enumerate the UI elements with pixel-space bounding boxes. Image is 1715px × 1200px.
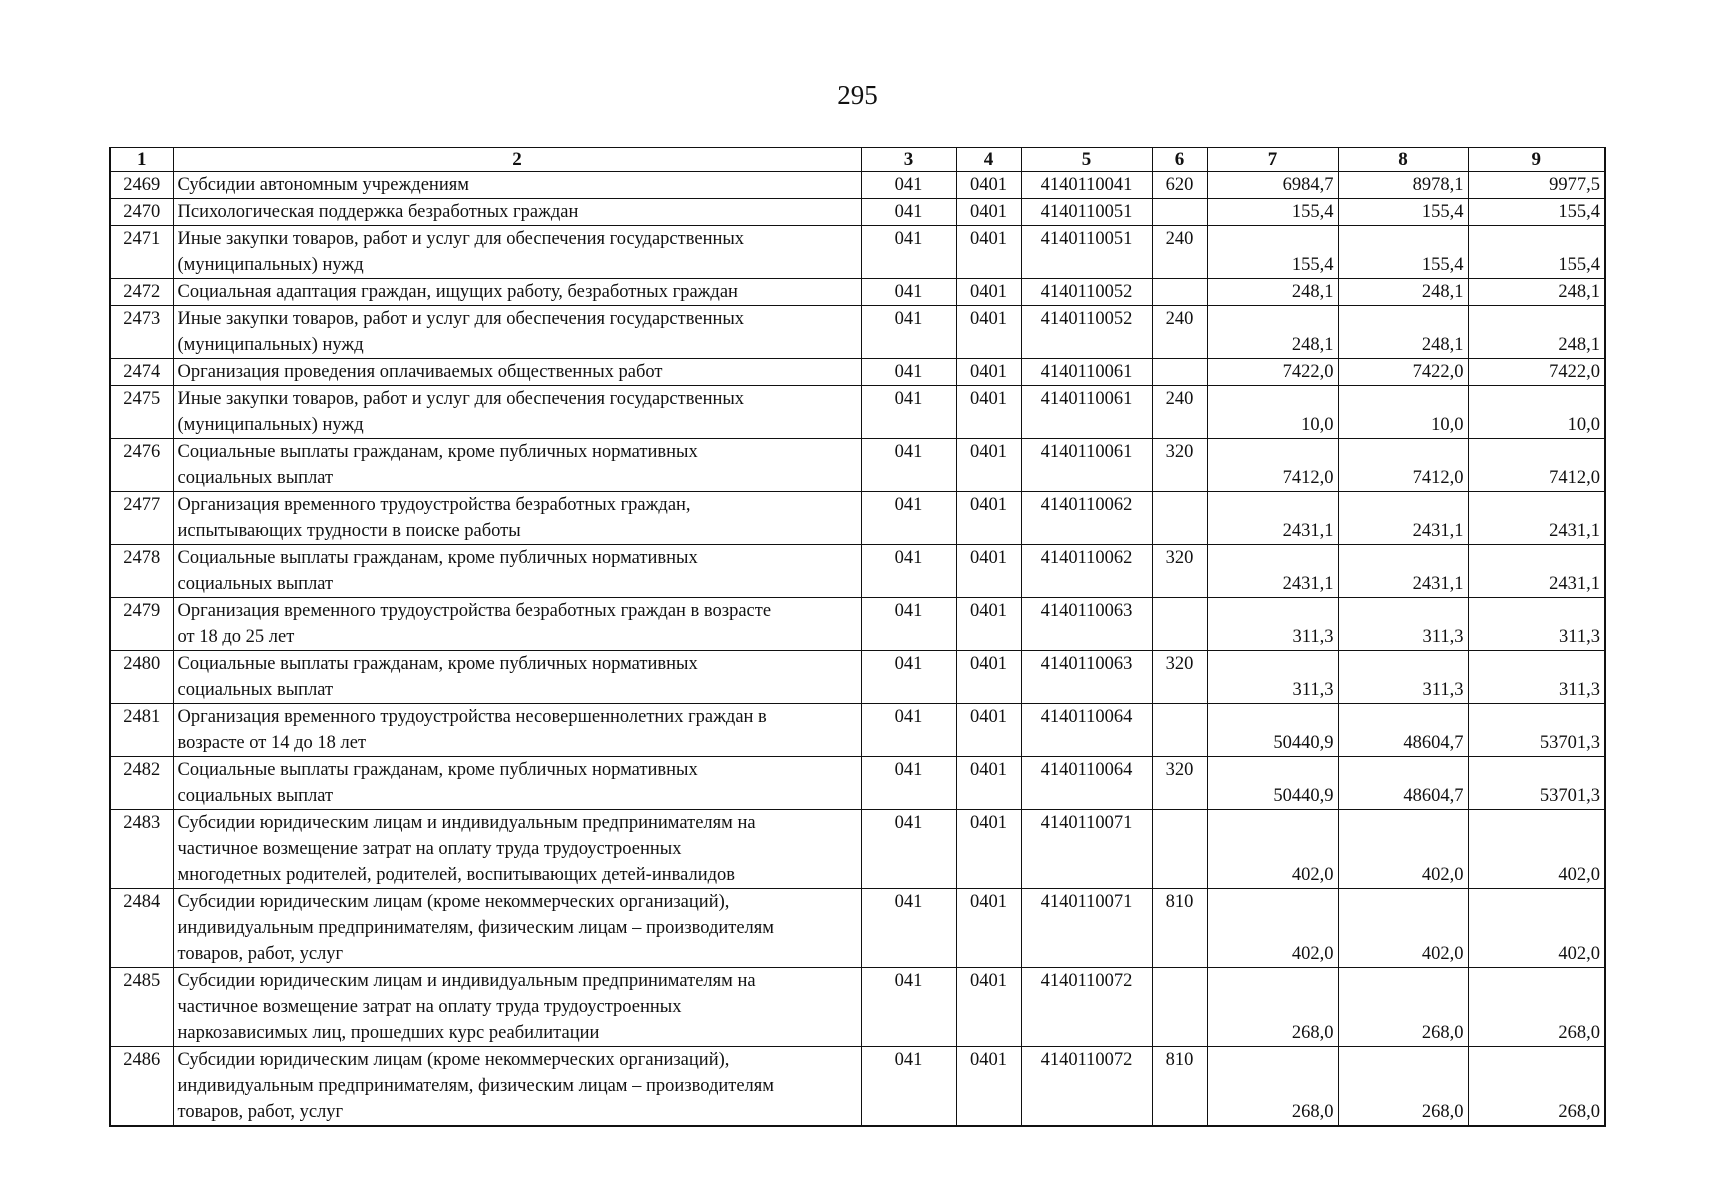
row-number: 2473: [110, 306, 173, 359]
table-row: [110, 757, 1605, 810]
row-number: 2474: [110, 359, 173, 386]
item-name-cell: [173, 386, 861, 439]
amount-col8: 268,0: [1338, 968, 1468, 1047]
row-number: 2486: [110, 1047, 173, 1127]
amount-col8: 248,1: [1338, 306, 1468, 359]
item-name-cell: [173, 810, 861, 889]
section-code: 0401: [956, 810, 1021, 889]
item-name-line: Социальные выплаты гражданам, кроме публичных нормативных: [177, 654, 698, 674]
ministry-code: 041: [861, 359, 956, 386]
table-row: [110, 968, 1605, 1047]
budget-table: [109, 147, 1606, 1127]
amount-col8: 155,4: [1338, 199, 1468, 226]
expense-type-code: [1152, 492, 1207, 545]
amount-col9: 155,4: [1468, 226, 1605, 279]
section-code: 0401: [956, 545, 1021, 598]
item-name-line: социальных выплат: [177, 468, 334, 488]
section-code: 0401: [956, 704, 1021, 757]
expense-type-code: 620: [1152, 172, 1207, 199]
item-name-cell: [173, 545, 861, 598]
item-name-line: индивидуальным предпринимателям, физическим лицам – производителям: [177, 1076, 775, 1096]
item-name-cell: [173, 492, 861, 545]
amount-col8: 10,0: [1338, 386, 1468, 439]
expense-type-code: 240: [1152, 306, 1207, 359]
amount-col7: 248,1: [1207, 306, 1338, 359]
ministry-code: 041: [861, 199, 956, 226]
target-article-code: 4140110063: [1021, 598, 1152, 651]
amount-col9: 402,0: [1468, 889, 1605, 968]
expense-type-code: [1152, 598, 1207, 651]
amount-col8: 268,0: [1338, 1047, 1468, 1127]
amount-col8: 402,0: [1338, 889, 1468, 968]
item-name-line: возрасте от 14 до 18 лет: [177, 733, 367, 753]
ministry-code: 041: [861, 172, 956, 199]
amount-col7: 402,0: [1207, 889, 1338, 968]
ministry-code: 041: [861, 889, 956, 968]
table-row: [110, 492, 1605, 545]
table-row: [110, 199, 1605, 226]
row-number: 2483: [110, 810, 173, 889]
item-name-line: индивидуальным предпринимателям, физическим лицам – производителям: [177, 918, 775, 938]
item-name-line: Субсидии юридическим лицам и индивидуальным предпринимателям на: [177, 971, 756, 991]
target-article-code: 4140110072: [1021, 1047, 1152, 1127]
amount-col8: 8978,1: [1338, 172, 1468, 199]
item-name-line: социальных выплат: [177, 786, 334, 806]
item-name-line: Иные закупки товаров, работ и услуг для обеспечения государственных: [177, 309, 745, 329]
row-number: 2484: [110, 889, 173, 968]
row-number: 2476: [110, 439, 173, 492]
ministry-code: 041: [861, 651, 956, 704]
header-cell: 7: [1207, 148, 1338, 172]
section-code: 0401: [956, 598, 1021, 651]
ministry-code: 041: [861, 545, 956, 598]
table-row: [110, 810, 1605, 889]
item-name-line: испытывающих трудности в поиске работы: [177, 521, 521, 541]
amount-col7: 268,0: [1207, 1047, 1338, 1127]
expense-type-code: [1152, 968, 1207, 1047]
amount-col7: 155,4: [1207, 226, 1338, 279]
amount-col9: 311,3: [1468, 598, 1605, 651]
item-name-cell: [173, 226, 861, 279]
page-number: 295: [837, 80, 878, 110]
table-row: [110, 1047, 1605, 1127]
section-code: 0401: [956, 199, 1021, 226]
ministry-code: 041: [861, 306, 956, 359]
item-name-line: (муниципальных) нужд: [177, 255, 364, 275]
item-name-cell: [173, 306, 861, 359]
amount-col7: 248,1: [1207, 279, 1338, 306]
table-row: [110, 439, 1605, 492]
section-code: 0401: [956, 279, 1021, 306]
row-number: 2481: [110, 704, 173, 757]
header-cell: 8: [1338, 148, 1468, 172]
amount-col9: 2431,1: [1468, 492, 1605, 545]
target-article-code: 4140110062: [1021, 545, 1152, 598]
header-row: [110, 148, 1605, 172]
amount-col9: 155,4: [1468, 199, 1605, 226]
item-name-line: от 18 до 25 лет: [177, 627, 295, 647]
table-row: [110, 545, 1605, 598]
amount-col7: 50440,9: [1207, 757, 1338, 810]
target-article-code: 4140110041: [1021, 172, 1152, 199]
section-code: 0401: [956, 1047, 1021, 1127]
row-number: 2482: [110, 757, 173, 810]
row-number: 2471: [110, 226, 173, 279]
target-article-code: 4140110064: [1021, 704, 1152, 757]
table-row: [110, 279, 1605, 306]
expense-type-code: [1152, 359, 1207, 386]
amount-col8: 311,3: [1338, 598, 1468, 651]
ministry-code: 041: [861, 279, 956, 306]
amount-col7: 7412,0: [1207, 439, 1338, 492]
ministry-code: 041: [861, 386, 956, 439]
ministry-code: 041: [861, 1047, 956, 1127]
table-row: [110, 598, 1605, 651]
amount-col9: 268,0: [1468, 1047, 1605, 1127]
item-name-line: Социальные выплаты гражданам, кроме публичных нормативных: [177, 760, 698, 780]
amount-col7: 155,4: [1207, 199, 1338, 226]
table-row: [110, 359, 1605, 386]
amount-col7: 10,0: [1207, 386, 1338, 439]
row-number: 2469: [110, 172, 173, 199]
amount-col9: 7422,0: [1468, 359, 1605, 386]
item-name-cell: [173, 172, 861, 199]
item-name-cell: [173, 968, 861, 1047]
table-body: [110, 172, 1605, 1127]
amount-col9: 7412,0: [1468, 439, 1605, 492]
expense-type-code: 240: [1152, 226, 1207, 279]
expense-type-code: 240: [1152, 386, 1207, 439]
ministry-code: 041: [861, 704, 956, 757]
expense-type-code: [1152, 199, 1207, 226]
expense-type-code: 320: [1152, 439, 1207, 492]
item-name-line: Психологическая поддержка безработных граждан: [177, 202, 579, 222]
amount-col8: 48604,7: [1338, 704, 1468, 757]
target-article-code: 4140110064: [1021, 757, 1152, 810]
header-cell: 3: [861, 148, 956, 172]
item-name-cell: [173, 439, 861, 492]
section-code: 0401: [956, 386, 1021, 439]
amount-col8: 7412,0: [1338, 439, 1468, 492]
target-article-code: 4140110072: [1021, 968, 1152, 1047]
table-row: [110, 651, 1605, 704]
item-name-line: многодетных родителей, родителей, воспитывающих детей-инвалидов: [177, 865, 736, 885]
target-article-code: 4140110051: [1021, 226, 1152, 279]
item-name-line: социальных выплат: [177, 680, 334, 700]
ministry-code: 041: [861, 968, 956, 1047]
ministry-code: 041: [861, 439, 956, 492]
amount-col9: 2431,1: [1468, 545, 1605, 598]
table-row: [110, 172, 1605, 199]
section-code: 0401: [956, 968, 1021, 1047]
item-name-line: Организация проведения оплачиваемых общественных работ: [177, 362, 663, 382]
amount-col9: 53701,3: [1468, 704, 1605, 757]
target-article-code: 4140110063: [1021, 651, 1152, 704]
target-article-code: 4140110052: [1021, 306, 1152, 359]
item-name-line: Субсидии автономным учреждениям: [177, 175, 469, 195]
amount-col9: 248,1: [1468, 306, 1605, 359]
item-name-line: Субсидии юридическим лицам (кроме некоммерческих организаций),: [177, 892, 730, 912]
row-number: 2472: [110, 279, 173, 306]
item-name-line: (муниципальных) нужд: [177, 335, 364, 355]
amount-col8: 402,0: [1338, 810, 1468, 889]
item-name-line: Социальные выплаты гражданам, кроме публичных нормативных: [177, 548, 698, 568]
item-name-line: Социальная адаптация граждан, ищущих работу, безработных граждан: [177, 282, 738, 302]
amount-col9: 248,1: [1468, 279, 1605, 306]
item-name-cell: [173, 1047, 861, 1127]
target-article-code: 4140110052: [1021, 279, 1152, 306]
item-name-cell: [173, 704, 861, 757]
expense-type-code: [1152, 704, 1207, 757]
table-row: [110, 386, 1605, 439]
amount-col7: 2431,1: [1207, 545, 1338, 598]
amount-col8: 2431,1: [1338, 492, 1468, 545]
amount-col7: 311,3: [1207, 651, 1338, 704]
amount-col8: 2431,1: [1338, 545, 1468, 598]
amount-col9: 9977,5: [1468, 172, 1605, 199]
amount-col7: 2431,1: [1207, 492, 1338, 545]
row-number: 2478: [110, 545, 173, 598]
target-article-code: 4140110061: [1021, 439, 1152, 492]
header-cell: 6: [1152, 148, 1207, 172]
header-cell: 1: [110, 148, 173, 172]
ministry-code: 041: [861, 757, 956, 810]
expense-type-code: 320: [1152, 757, 1207, 810]
target-article-code: 4140110061: [1021, 359, 1152, 386]
amount-col7: 268,0: [1207, 968, 1338, 1047]
item-name-cell: [173, 199, 861, 226]
expense-type-code: 320: [1152, 545, 1207, 598]
item-name-line: Иные закупки товаров, работ и услуг для обеспечения государственных: [177, 229, 745, 249]
target-article-code: 4140110051: [1021, 199, 1152, 226]
header-cell: 9: [1468, 148, 1605, 172]
row-number: 2479: [110, 598, 173, 651]
table-row: [110, 704, 1605, 757]
amount-col7: 50440,9: [1207, 704, 1338, 757]
ministry-code: 041: [861, 598, 956, 651]
ministry-code: 041: [861, 226, 956, 279]
item-name-line: частичное возмещение затрат на оплату труда трудоустроенных: [177, 839, 682, 859]
expense-type-code: 320: [1152, 651, 1207, 704]
section-code: 0401: [956, 492, 1021, 545]
section-code: 0401: [956, 439, 1021, 492]
amount-col9: 10,0: [1468, 386, 1605, 439]
expense-type-code: 810: [1152, 889, 1207, 968]
item-name-line: (муниципальных) нужд: [177, 415, 364, 435]
table-row: [110, 889, 1605, 968]
row-number: 2477: [110, 492, 173, 545]
target-article-code: 4140110061: [1021, 386, 1152, 439]
row-number: 2485: [110, 968, 173, 1047]
ministry-code: 041: [861, 810, 956, 889]
section-code: 0401: [956, 889, 1021, 968]
section-code: 0401: [956, 359, 1021, 386]
item-name-line: Организация временного трудоустройства безработных граждан,: [177, 495, 691, 515]
item-name-line: Субсидии юридическим лицам (кроме некоммерческих организаций),: [177, 1050, 730, 1070]
amount-col9: 311,3: [1468, 651, 1605, 704]
section-code: 0401: [956, 757, 1021, 810]
ministry-code: 041: [861, 492, 956, 545]
row-number: 2480: [110, 651, 173, 704]
section-code: 0401: [956, 651, 1021, 704]
row-number: 2470: [110, 199, 173, 226]
item-name-line: наркозависимых лиц, прошедших курс реабилитации: [177, 1023, 600, 1043]
target-article-code: 4140110071: [1021, 810, 1152, 889]
item-name-line: Социальные выплаты гражданам, кроме публичных нормативных: [177, 442, 698, 462]
expense-type-code: [1152, 810, 1207, 889]
item-name-cell: [173, 279, 861, 306]
amount-col8: 48604,7: [1338, 757, 1468, 810]
amount-col9: 402,0: [1468, 810, 1605, 889]
amount-col8: 155,4: [1338, 226, 1468, 279]
item-name-cell: [173, 359, 861, 386]
amount-col7: 7422,0: [1207, 359, 1338, 386]
row-number: 2475: [110, 386, 173, 439]
item-name-line: Организация временного трудоустройства безработных граждан в возрасте: [177, 601, 772, 621]
header-cell: 2: [173, 148, 861, 172]
table-row: [110, 306, 1605, 359]
item-name-line: частичное возмещение затрат на оплату труда трудоустроенных: [177, 997, 682, 1017]
item-name-line: товаров, работ, услуг: [177, 1102, 344, 1122]
item-name-line: Иные закупки товаров, работ и услуг для обеспечения государственных: [177, 389, 745, 409]
table-row: [110, 226, 1605, 279]
amount-col8: 248,1: [1338, 279, 1468, 306]
amount-col9: 268,0: [1468, 968, 1605, 1047]
amount-col7: 6984,7: [1207, 172, 1338, 199]
item-name-line: Субсидии юридическим лицам и индивидуальным предпринимателям на: [177, 813, 756, 833]
target-article-code: 4140110071: [1021, 889, 1152, 968]
item-name-line: Организация временного трудоустройства несовершеннолетних граждан в: [177, 707, 767, 727]
amount-col9: 53701,3: [1468, 757, 1605, 810]
item-name-cell: [173, 651, 861, 704]
section-code: 0401: [956, 172, 1021, 199]
amount-col8: 7422,0: [1338, 359, 1468, 386]
item-name-cell: [173, 598, 861, 651]
section-code: 0401: [956, 306, 1021, 359]
amount-col7: 402,0: [1207, 810, 1338, 889]
header-cell: 5: [1021, 148, 1152, 172]
amount-col7: 311,3: [1207, 598, 1338, 651]
item-name-line: социальных выплат: [177, 574, 334, 594]
expense-type-code: [1152, 279, 1207, 306]
item-name-cell: [173, 757, 861, 810]
target-article-code: 4140110062: [1021, 492, 1152, 545]
expense-type-code: 810: [1152, 1047, 1207, 1127]
section-code: 0401: [956, 226, 1021, 279]
amount-col8: 311,3: [1338, 651, 1468, 704]
item-name-line: товаров, работ, услуг: [177, 944, 344, 964]
header-cell: 4: [956, 148, 1021, 172]
item-name-cell: [173, 889, 861, 968]
